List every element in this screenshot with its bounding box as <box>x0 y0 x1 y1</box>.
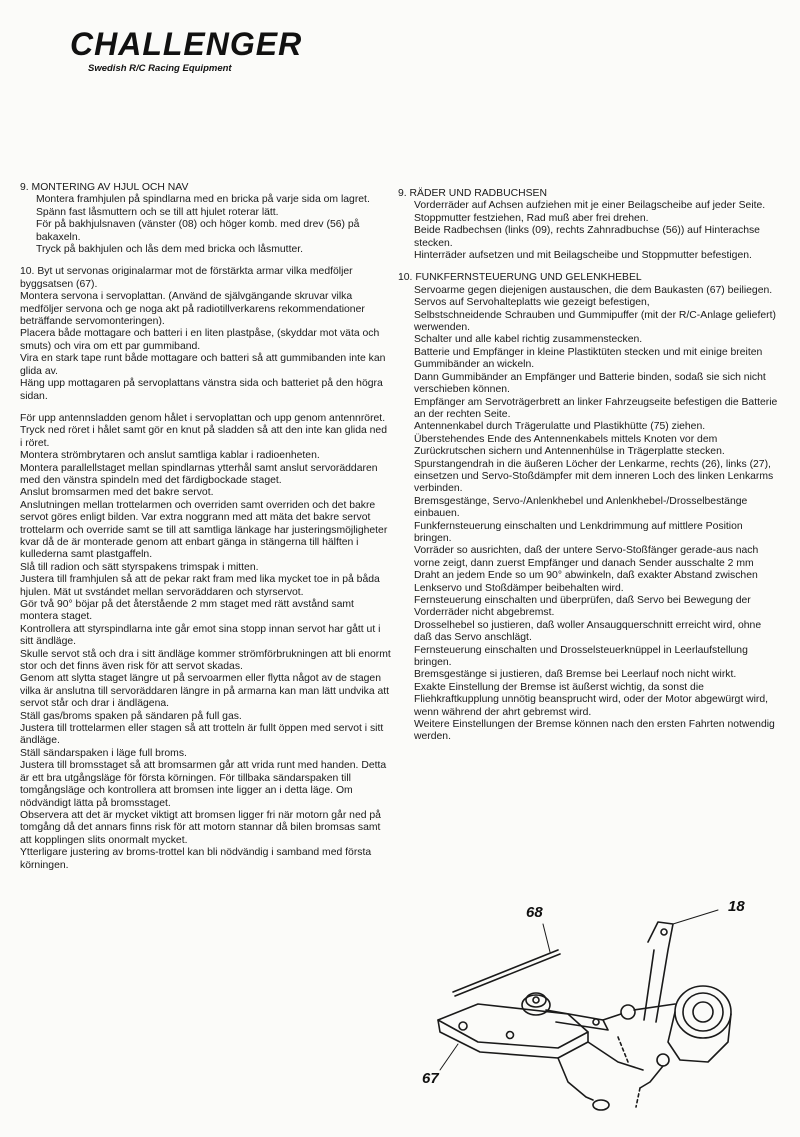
paragraph: Montera strömbrytaren och anslut samtliga kablar i radioenheten. <box>20 450 320 462</box>
paragraph: Kontrollera att styrspindlarna inte går emot sina stopp innan servot har gått ut i sitt ändläge. <box>20 623 381 648</box>
paragraph: Montera parallellstaget mellan spindlarnas ytterhål samt anslut servoräddaren med den vänstra spindeln med det färdigbockade staget. <box>20 462 378 486</box>
paragraph: Empfänger am Servoträgerbrett an linker Fahrzeugseite befestigen die Batterie an der rechten Seite. <box>414 396 778 420</box>
paragraph: Hinterräder aufsetzen und mit Beilagscheibe und Stoppmutter befestigen. <box>414 250 752 262</box>
brand-name: CHALLENGER <box>70 26 303 62</box>
paragraph: Slå till radion och sätt styrspakens trimspak i mitten. <box>20 561 259 573</box>
paragraph: Beide Radbechsen (links (09), rechts Zahnradbuchse (56)) auf Hinterachse stecken. <box>414 225 760 249</box>
paragraph: Spänn fast låsmuttern och se till att hjulet roterar lätt. <box>36 206 279 218</box>
label-68: 68 <box>526 904 543 921</box>
paragraph: Genom att slytta staget längre ut på servoarmen eller flytta något av de stagen vilka är anslutna till servoräddaren längre in på armarna kan man lätt undvika att servot står och drar i ändlägena. <box>20 673 390 710</box>
paragraph: Dann Gummibänder an Empfänger und Batterie binden, sodaß sie sich nicht verschieben können. <box>414 371 766 396</box>
paragraph: Observera att det är mycket viktigt att bromsen ligger fri när motorn går ned på tomgång då det annars finns risk för att motorn stannar då bilen bromsas samt att kopplingen slits onormalt mycket. <box>20 809 381 846</box>
paragraph: Anslutningen mellan trottelarmen och overriden samt overriden och det bakre servot göres enligt bilden. Var extra noggrann med att mäta det bakre servot trottelarm och override samt se till att samtliga länkage har justeringsmöjligheter kvar då de är monterade genom att enbart gänga in stängerna till hälften i kullederna samt plastgaffeln. <box>20 499 388 561</box>
paragraph: Skulle servot stå och dra i sitt ändläge kommer strömförbrukningen att bli enormt stor och det finns även risk för att servot skadas. <box>20 648 391 673</box>
paragraph: Häng upp mottagaren på servoplattans vänstra sida och batteriet på den högra sidan. <box>20 378 383 402</box>
paragraph: Justera till framhjulen så att de pekar rakt fram med lika mycket toe in på båda hjulen. Mät ut svstándet mellan servoräddaren och styrservot. <box>20 574 380 598</box>
paragraph: Vira en stark tape runt både mottagare och batteri så att gummibanden inte kan glida av. <box>20 353 386 377</box>
paragraph: Drosselhebel so justieren, daß woller Ansaugquerschnitt erreicht wird, ohne daß das Servo anschlägt. <box>414 619 762 644</box>
paragraph: Justera till trottelarmen eller stagen så att trotteln är fullt öppen med servot i sitt ändläge. <box>20 723 384 747</box>
paragraph: Gör två 90° böjar på det återstående 2 mm staget med rätt avstånd samt montera staget. <box>20 599 354 623</box>
paragraph: Stoppmutter festziehen, Rad muß aber frei drehen. <box>414 212 649 224</box>
paragraph: Vorräder so ausrichten, daß der untere Servo-Stoßfänger gerade-aus nach vorne zeigt, dann zuerst Empfänger und danach Sender ausschalte 2 mm Draht an jedem Ende so um 90° abwinkeln, daß exakter Abstand zwischen Lenkservo und Stoßdämper beibehalten wird. <box>414 545 759 594</box>
paragraph: För upp antennsladden genom hålet i servoplattan och upp genom antennröret. Tryck ned röret i hålet samt gör en knut på sladden så att den inte kan glida ned i röret. <box>20 412 387 449</box>
paragraph: Tryck på bakhjulen och lås dem med bricka och låsmutter. <box>36 244 304 256</box>
label-67: 67 <box>422 1070 439 1087</box>
paragraph: Justera till bromsstaget så att bromsarmen går att vrida runt med handen. Detta är ett bra utgångsläge för första körningen. För tillbaka sändarspaken till tomgångsläge och kontrollera att bromsen inte ligger an i detta läge. Om nödvändigt lätta på bromsstaget. <box>20 760 387 809</box>
section-10-title-de: 10. FUNKFERNSTEUERUNG UND GELENKHEBEL <box>398 272 642 284</box>
paragraph: Ytterligare justering av broms-trottel kan bli nödvändig i samband med första körningen. <box>20 847 372 871</box>
paragraph: Placera både mottagare och batteri i en liten plastpåse, (skyddar mot väta och smuts) och vira om ett par gummiband. <box>20 328 380 352</box>
section-10-body-de <box>398 285 778 744</box>
paragraph: Servos auf Servohalteplatts wie gezeigt befestigen, <box>414 297 650 309</box>
paragraph: För på bakhjulsnaven (vänster (08) och höger komb. med drev (56) på bakaxeln. <box>36 219 360 243</box>
paragraph: Ställ gas/broms spaken på sändaren på full gas. <box>20 710 242 722</box>
paragraph: Anslut bromsarmen med det bakre servot. <box>20 487 214 499</box>
paragraph: Bremsgestänge, Servo-/Anlenkhebel und Anlenkhebel-/Drosselbestänge einbauen. <box>414 495 748 520</box>
german-column <box>398 188 778 744</box>
paragraph: Batterie und Empfänger in kleine Plastiktüten stecken und mit einige breiten Gummibänder an wickeln. <box>414 346 763 371</box>
section-9-body-de <box>398 200 778 262</box>
section-10-title-sv: 10. Byt ut servonas originalarmar mot de förstärkta armar vilka medföljer byggsatsen (67). <box>20 266 353 290</box>
brand-tagline: Swedish R/C Racing Equipment <box>88 63 232 74</box>
swedish-column <box>20 182 392 872</box>
linkage-illustration <box>418 892 778 1124</box>
section-9-title-sv: 9. MONTERING AV HJUL OCH NAV <box>20 182 189 193</box>
paragraph: Exakte Einstellung der Bremse ist äußerst wichtig, da sonst die Fliehkraftkupplung unnötig beansprucht wird, oder der Motor abgewürgt wird, wenn während der ahrt gebremst wird. <box>414 681 769 718</box>
paragraph: Überstehendes Ende des Antennenkabels mittels Knoten vor dem Zurückrutschen sichern und Antennenhülse in Trägerplatte stecken. Spurstangendrah in die äußeren Löcher der Lenkarme, rechts (26), links (27), einsetzen und Servo-Stoßdämpfer mit dem inneren Loch des linken Lenkarms verbinden. <box>414 433 774 495</box>
paragraph: Bremsgestänge si justieren, daß Bremse bei Leerlauf noch nicht wirkt. <box>414 669 737 681</box>
paragraph: Schalter und alle kabel richtig zusammenstecken. <box>414 334 643 346</box>
paragraph: Ställ sändarspaken i läge full broms. <box>20 747 187 759</box>
paragraph: Weitere Einstellungen der Bremse können nach den ersten Fahrten notwendig werden. <box>414 719 775 743</box>
paragraph: Antennenkabel durch Trägerulatte und Plastikhütte (75) ziehen. <box>414 421 706 433</box>
paragraph: Servoarme gegen diejenigen austauschen, die dem Baukasten (67) beiliegen. <box>414 284 773 296</box>
section-9-body-sv <box>20 194 392 256</box>
paragraph: Montera framhjulen på spindlarna med en bricka på varje sida om lagret. <box>36 194 370 206</box>
paragraph: Funkfernsteuerung einschalten und Lenkdrimmung auf mittlere Position bringen. <box>414 520 743 544</box>
label-18: 18 <box>728 898 745 915</box>
paragraph: Fernsteuerung einschalten und Drosselsteuerknüppel in Leerlaufstellung bringen. <box>414 644 748 669</box>
servo-linkage-diagram <box>418 892 778 1124</box>
paragraph: Montera servona i servoplattan. (Använd de självgängande skruvar vilka medföljer servona och ge noga akt på radiotillverkarens rekommendationer beträffande servomonteringen). <box>20 291 365 328</box>
paragraph: Vorderräder auf Achsen aufziehen mit je einer Beilagscheibe auf jeder Seite. <box>414 200 766 212</box>
paragraph: Selbstschneidende Schrauben und Gummipuffer (mit der R/C-Anlage geliefert) werwenden. <box>414 309 776 334</box>
paragraph: Fernsteuerung einschalten und überprüfen, daß Servo bei Bewegung der Vorderräder nicht abgebremst. <box>414 595 751 619</box>
section-9-title-de: 9. RÄDER UND RADBUCHSEN <box>398 188 547 199</box>
brand-logo <box>70 27 320 74</box>
